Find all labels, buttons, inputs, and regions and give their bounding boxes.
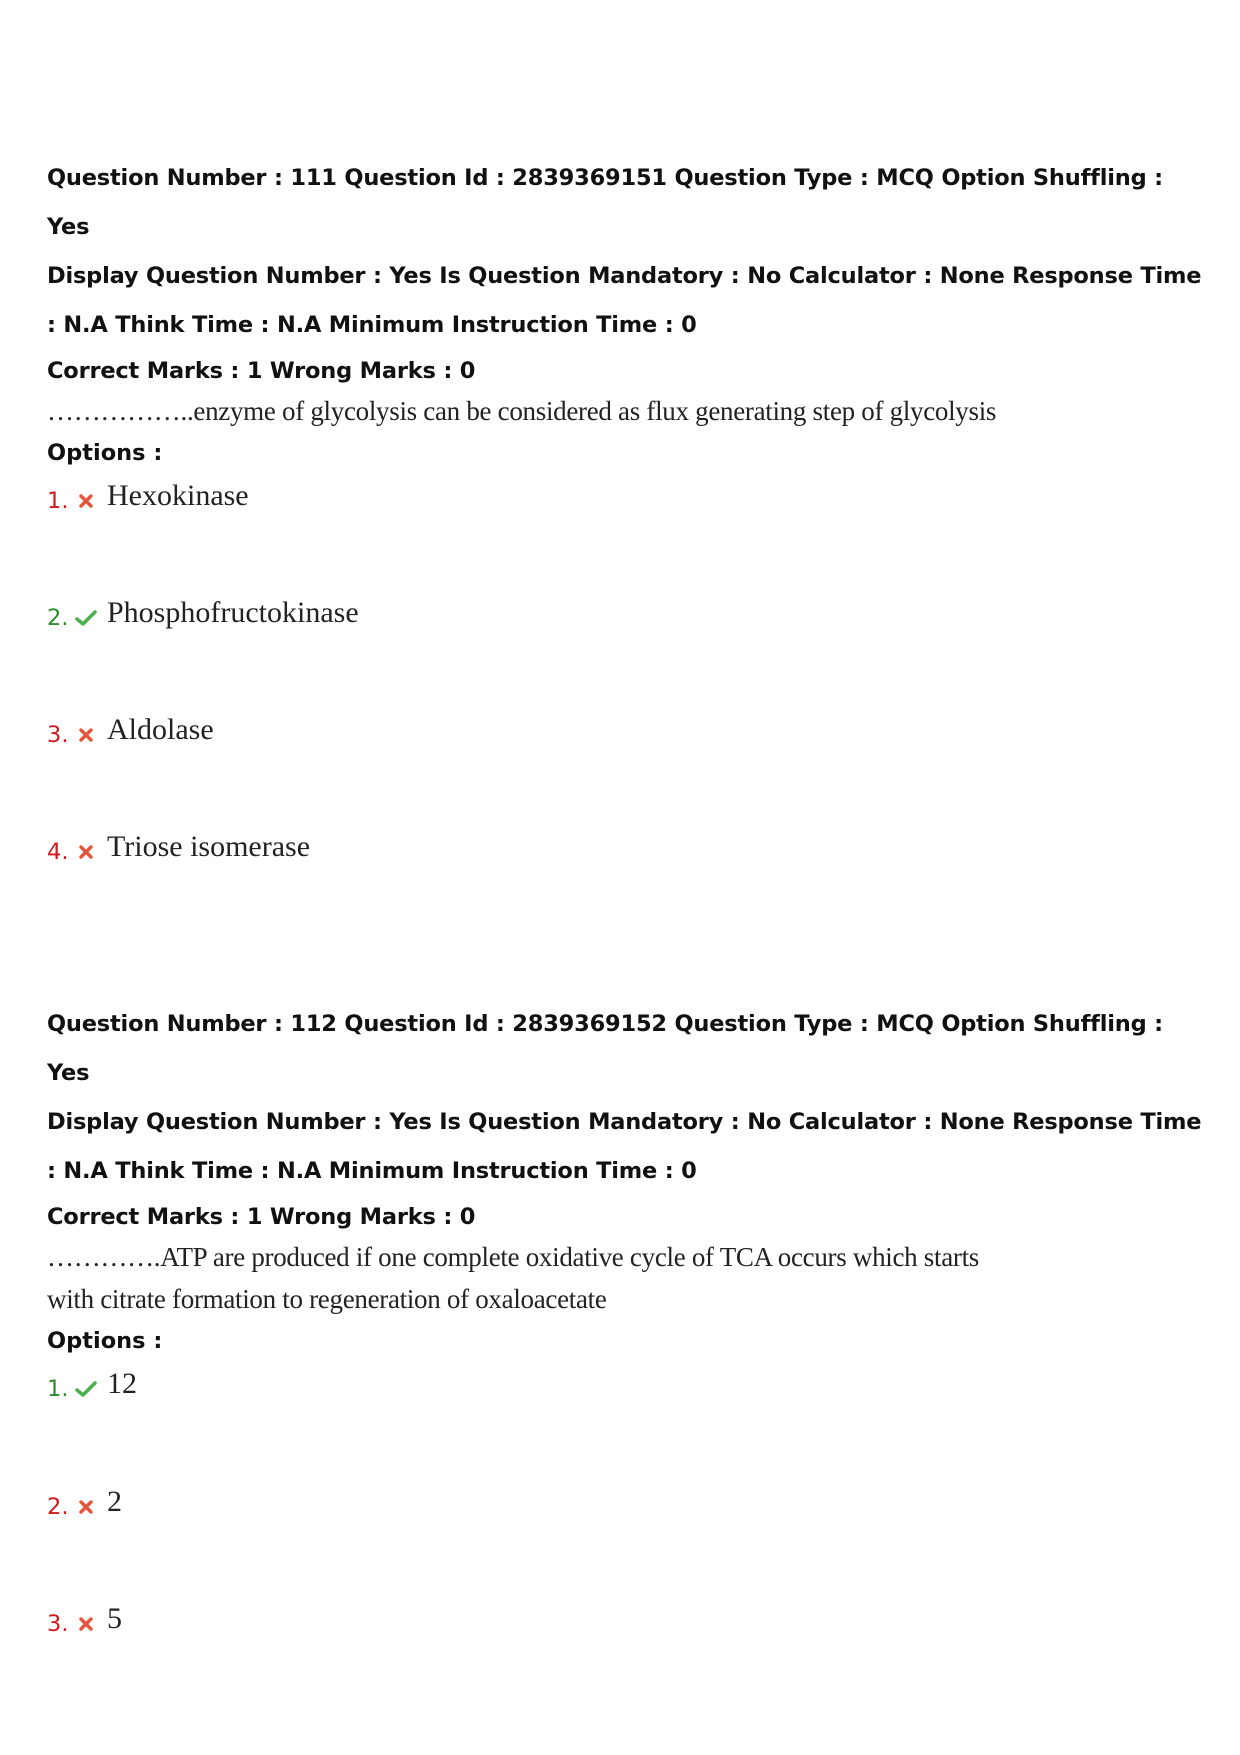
question-111 (47, 154, 1207, 865)
cross-icon (75, 1496, 97, 1518)
question-stem (47, 1236, 1207, 1320)
question-112 (47, 1000, 1207, 1637)
option-2 (47, 591, 359, 631)
question-marks: Correct Marks : 1 Wrong Marks : 0 (47, 1204, 476, 1230)
option-text: Hexokinase (107, 479, 249, 512)
option-number: 3. (47, 722, 69, 748)
option-number: 1. (47, 1376, 69, 1402)
question-meta (47, 1000, 1207, 1196)
check-icon (75, 1378, 97, 1400)
meta-line: Display Question Number : Yes Is Question Mandatory : No Calculator : None Response Time (47, 263, 1202, 289)
option-1 (47, 474, 249, 514)
option-number: 2. (47, 1494, 69, 1520)
option-3 (47, 1597, 122, 1637)
meta-line: : N.A Think Time : N.A Minimum Instruction Time : 0 (47, 312, 697, 338)
cross-icon (75, 490, 97, 512)
meta-line: Question Number : 111 Question Id : 2839369151 Question Type : MCQ Option Shuffling : Yes (47, 165, 1163, 240)
option-4 (47, 825, 310, 865)
option-text: Aldolase (107, 713, 214, 746)
check-icon (75, 607, 97, 629)
question-meta (47, 154, 1207, 350)
cross-icon (75, 724, 97, 746)
option-text: 5 (107, 1602, 122, 1635)
options-label: Options : (47, 440, 163, 466)
cross-icon (75, 1613, 97, 1635)
stem-line: with citrate formation to regeneration of oxaloacetate (47, 1284, 607, 1314)
option-number: 2. (47, 605, 69, 631)
meta-line: : N.A Think Time : N.A Minimum Instruction Time : 0 (47, 1158, 697, 1184)
option-1 (47, 1362, 137, 1402)
option-3 (47, 708, 214, 748)
option-2 (47, 1480, 122, 1520)
question-stem (47, 390, 1207, 432)
meta-line: Question Number : 112 Question Id : 2839369152 Question Type : MCQ Option Shuffling : Yes (47, 1011, 1163, 1086)
cross-icon (75, 841, 97, 863)
option-text: Phosphofructokinase (107, 596, 359, 629)
option-number: 1. (47, 488, 69, 514)
question-marks: Correct Marks : 1 Wrong Marks : 0 (47, 358, 476, 384)
option-number: 4. (47, 839, 69, 865)
options-label: Options : (47, 1328, 163, 1354)
stem-line: ……………..enzyme of glycolysis can be considered as flux generating step of glycolysis (47, 396, 997, 426)
option-text: 12 (107, 1367, 137, 1400)
option-text: Triose isomerase (107, 830, 311, 863)
meta-line: Display Question Number : Yes Is Question Mandatory : No Calculator : None Response Time (47, 1109, 1202, 1135)
option-number: 3. (47, 1611, 69, 1637)
stem-line: ………….ATP are produced if one complete oxidative cycle of TCA occurs which starts (47, 1242, 979, 1272)
option-text: 2 (107, 1485, 122, 1518)
